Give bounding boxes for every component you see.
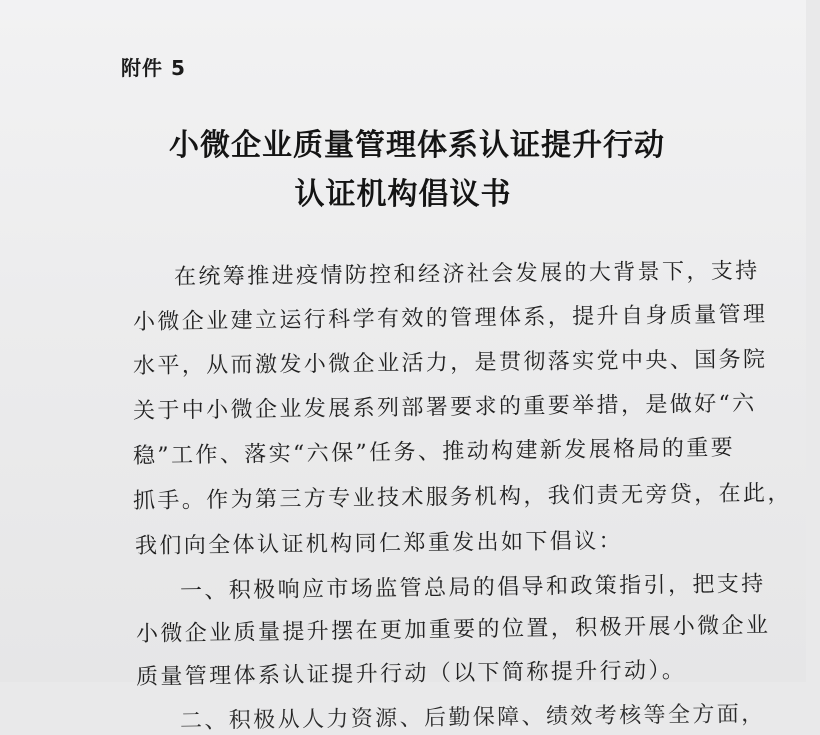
body-line-4: 关于中小微企业发展系列部署要求的重要举措，是做好“六 [132, 391, 757, 424]
body-line-8: 一、积极响应市场监管总局的倡导和政策指引，把支持 [179, 571, 766, 604]
body-line-11-partial: 二、积极从人力资源、后勤保障、绩效考核等全方面， [179, 701, 766, 734]
body-line-6: 抓手。作为第三方专业技术服务机构，我们责无旁贷，在此， [132, 480, 792, 514]
document-title-line-1: 小微企业质量管理体系认证提升行动 [169, 128, 665, 163]
body-line-2: 小微企业建立运行科学有效的管理体系，提升自身质量管理 [132, 302, 768, 335]
body-line-7: 我们向全体认证机构同仁郑重发出如下倡议： [134, 528, 624, 559]
attachment-label: 附件 5 [121, 56, 186, 80]
body-line-5: 稳”工作、落实“六保”任务、推动构建新发展格局的重要 [132, 435, 736, 469]
body-line-3: 水平，从而激发小微企业活力，是贯彻落实党中央、国务院 [132, 347, 768, 379]
body-line-10: 质量管理体系认证提升行动（以下简称提升行动）。 [135, 658, 687, 690]
body-line-1: 在统筹推进疫情防控和经济社会发展的大背景下，支持 [173, 258, 760, 290]
document-title-line-2: 认证机构倡议书 [294, 177, 512, 212]
body-line-9: 小微企业质量提升摆在更加重要的位置，积极开展小微企业 [135, 613, 771, 647]
